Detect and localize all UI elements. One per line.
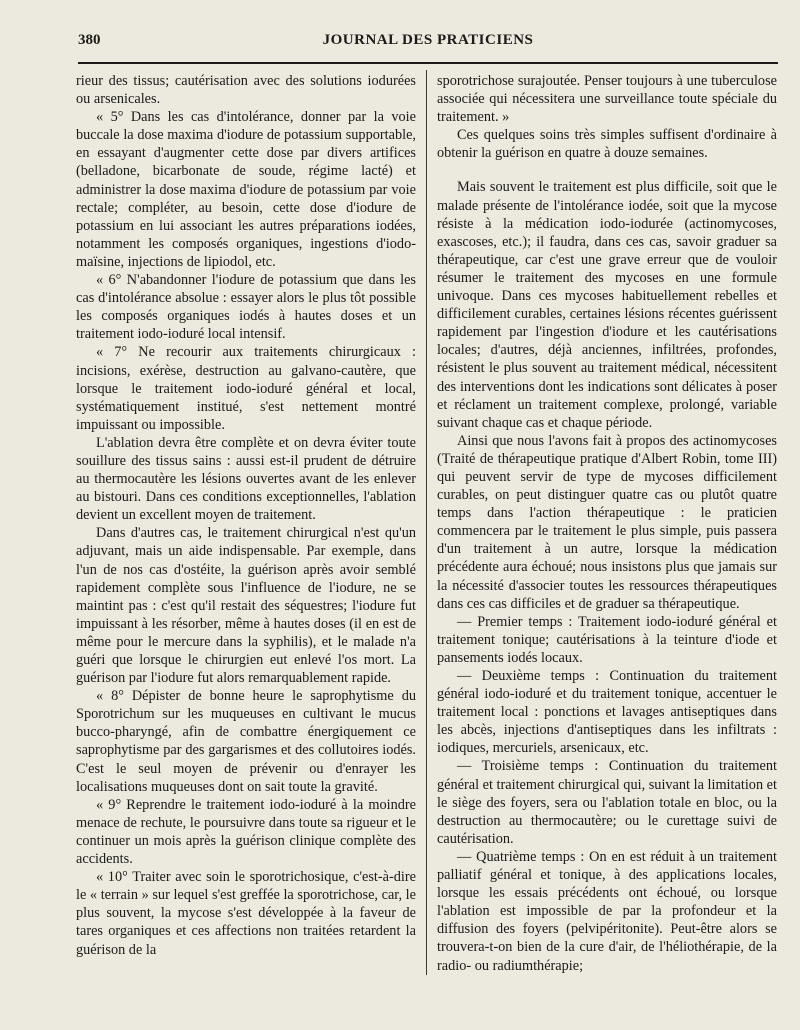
left-column — [76, 72, 416, 959]
paragraph: Dans d'autres cas, le traitement chirurgical n'est qu'un adjuvant, mais un aide indispensable. Par exemple, dans l'un de nos cas d'ostéite, la guérison après avoir semblé rapidement complète sous l'influence de l'iodure, ne se maintint pas : c'est qu'il restait des séquestres; l'iodure fut impuissant à les résorber, même à hautes doses (il en est de même pour le mercure dans la syphilis), et le malade n'a guéri que lorsque le chirurgien eut enlevé l'os mort. La guérison par l'iodure fut alors remarquablement rapide. — [76, 525, 416, 687]
paragraph: « 10° Traiter avec soin le sporotrichosique, c'est-à-dire le « terrain » sur lequel s'est greffée la sporotrichose, car, le plus souvent, la mycose s'est développée à la faveur de tares organiques et ces affections non traitées retardent la guérison de la — [76, 869, 416, 958]
paragraph: « 9° Reprendre le traitement iodo-ioduré à la moindre menace de rechute, le poursuivre dans toute sa rigueur et le continuer un mois après la guérison clinique complète des accidents. — [76, 796, 416, 868]
journal-title: JOURNAL DES PRATICIENS — [322, 32, 534, 48]
page-header — [78, 32, 778, 54]
header-rule — [78, 62, 778, 64]
paragraph-gap — [437, 162, 777, 178]
paragraph: — Deuxième temps : Continuation du traitement général iodo-ioduré et du traitement tonique, accentuer le traitement local : ponctions et lavages antiseptiques dans les abcès, injections d'antiseptiques dans les infiltrats : iodiques, mercuriels, arsenicaux, etc. — [437, 668, 777, 757]
paragraph: sporotrichose surajoutée. Penser toujours à une tuberculose associée qui nécessitera une surveillance toute spéciale du traitement. » — [437, 73, 777, 126]
paragraph: — Troisième temps : Continuation du traitement général et traitement chirurgical qui, suivant la limitation et le siège des foyers, sera ou l'ablation totale en bloc, ou la destruction au thermocautère; ou le curettage suivi de cautérisation. — [437, 758, 777, 847]
paragraph: « 8° Dépister de bonne heure le saprophytisme du Sporotrichum sur les muqueuses en cultivant le mucus bucco-pharyngé, afin de combattre énergiquement ce saprophytisme par des gargarismes et des collutoires iodés. C'est le seul moyen de prévenir ou d'enrayer les localisations muqueuses dont on sait toute la gravité. — [76, 688, 416, 795]
paragraph: — Quatrième temps : On en est réduit à un traitement palliatif général et tonique, à des applications locales, lorsque les essais précédents ont échoué, ou lorsque l'ablation est impossible de par la profondeur et la diffusion des foyers (pelvipéritonite). Peut-être alors se trouvera-t-on bien de la cure d'air, de l'héliothérapie, de la radio- ou radiumthérapie; — [437, 848, 777, 974]
paragraph: Ainsi que nous l'avons fait à propos des actinomycoses (Traité de thérapeutique pratique d'Albert Robin, tome III) qui peuvent servir de type de mycoses difficilement curables, on peut distinguer quatre cas ou plutôt quatre temps dans l'action thérapeutique : le praticien commencera par le traitement le plus simple, puis passera d'un traitement à un autre, lorsque la médication précédente aura échoué; nous insistons plus que jamais sur la nécessité d'associer toutes les ressources thérapeutiques dans ces cas difficiles et de graduer sa thérapeutique. — [437, 432, 777, 612]
paragraph: Mais souvent le traitement est plus difficile, soit que le malade présente de l'intolérance iodée, soit que la mycose résiste à la médication iodo-iodurée (actinomycoses, exascoses, etc.); il faudra, dans ces cas, savoir graduer sa thérapeutique, car c'est une grave erreur que de vouloir résumer le traitement des mycoses en une formule univoque. Dans ces mycoses habituellement rebelles et difficilement curables, certaines lésions récentes guérissent rapidement par l'ingestion d'iodure et les cautérisations locales; d'autres, déjà anciennes, infiltrées, profondes, résistent le plus souvent au traitement médical, nécessitent des interventions dont les indications sont délicates à poser et réclament un traitement complexe, prolongé, variable suivant chaque cas et chaque période. — [437, 179, 777, 431]
right-column — [437, 72, 777, 975]
paragraph: Ces quelques soins très simples suffisent d'ordinaire à obtenir la guérison en quatre à douze semaines. — [437, 127, 777, 162]
paragraph: rieur des tissus; cautérisation avec des solutions iodurées ou arsenicales. — [76, 73, 416, 108]
paragraph: — Premier temps : Traitement iodo-ioduré général et traitement tonique; cautérisations à la teinture d'iode et pansements iodés locaux. — [437, 613, 777, 666]
paragraph: « 5° Dans les cas d'intolérance, donner par la voie buccale la dose maxima d'iodure de potassium supportable, en essayant d'augmenter cette dose par divers artifices (belladone, bicarbonate de soude, régime lacté) et administrer la dose maxima d'iodure de potassium par voie rectale; compléter, au besoin, cette dose d'iodure de potassium en lui associant les autres préparations iodées, notamment les composés organiques, ingestions d'iodo-maïsine, injections de lipiodol, etc. — [76, 109, 416, 270]
paragraph: « 7° Ne recourir aux traitements chirurgicaux : incisions, exérèse, destruction au galvano-cautère, que lorsque le traitement iodo-ioduré général et local, systématiquement institué, s'est nettement montré impuissant ou impossible. — [76, 344, 416, 433]
paragraph: L'ablation devra être complète et on devra éviter toute souillure des tissus sains : aussi est-il prudent de détruire au thermocautère les lésions ouvertes avant de les enlever au bistouri. Dans ces conditions exceptionnelles, l'ablation devient un excellent moyen de traitement. — [76, 434, 416, 524]
paragraph: « 6° N'abandonner l'iodure de potassium que dans les cas d'intolérance absolue : essayer alors le plus tôt possible les composés organiques iodés à hautes doses et un traitement iodo-ioduré local intensif. — [76, 272, 416, 343]
column-divider — [426, 70, 427, 975]
page-number: 380 — [78, 32, 101, 48]
